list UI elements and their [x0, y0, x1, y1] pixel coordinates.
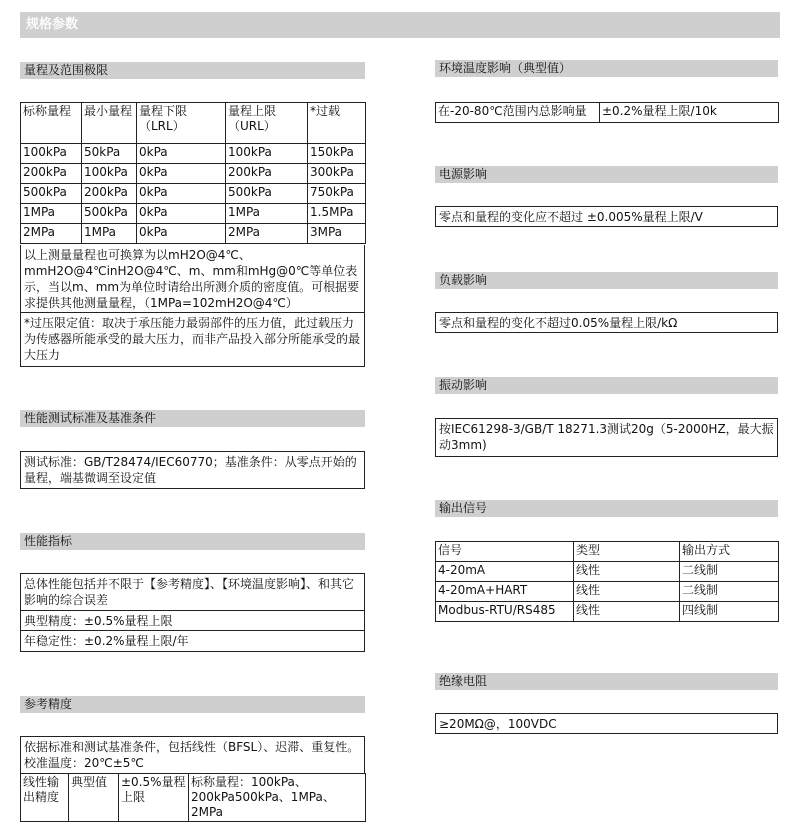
table-cell: 100kPa — [21, 144, 82, 164]
output-table — [435, 541, 779, 622]
table-cell: 3MPa — [308, 224, 366, 244]
table-cell: 100kPa — [226, 144, 308, 164]
table-cell: 线性 — [574, 602, 680, 622]
standard-text: 测试标准：GB/T28474/IEC60770；基准条件：从零点开始的量程，端基微调至设定值 — [20, 451, 365, 489]
power-section-title: 电源影响 — [435, 166, 778, 183]
performance-typical-accuracy: 典型精度：±0.5%量程上限 — [20, 610, 365, 631]
table-cell: 50kPa — [82, 144, 137, 164]
table-cell: 0kPa — [137, 164, 226, 184]
table-row — [436, 103, 779, 123]
output-header-mode: 输出方式 — [680, 542, 779, 562]
output-header-type: 类型 — [574, 542, 680, 562]
table-row — [21, 204, 366, 224]
range-section-title: 量程及范围极限 — [20, 62, 365, 79]
table-cell: 2MPa — [226, 224, 308, 244]
table-cell: 200kPa — [21, 164, 82, 184]
table-row — [21, 184, 366, 204]
accuracy-description: 依据标准和测试基准条件，包括线性（BFSL）、迟滞、重复性。校准温度：20℃±5℃ — [20, 736, 365, 774]
overload-note: *过压限定值：取决于承压能力最弱部件的压力值，此过载压力为传感器所能承受的最大压力，而非产品投入部分所能承受的最大压力 — [20, 313, 365, 367]
performance-overall: 总体性能包括并不限于【参考精度】、【环境温度影响】、和其它影响的综合误差 — [20, 573, 365, 611]
range-unit-note: 以上测量量程也可换算为以mH2O@4℃、mmH2O@4℃inH2O@4℃、m、mm和mHg@0℃等单位表示，当以m、mm为单位时请给出所测介质的密度值。可根据要求提供其他测量量程，（1MPa=102mH2O@4℃） — [20, 245, 365, 313]
range-table-header — [21, 103, 366, 144]
load-text: 零点和量程的变化不超过0.05%量程上限/kΩ — [435, 312, 778, 333]
output-table-header — [436, 542, 779, 562]
table-cell: 4-20mA+HART — [436, 582, 574, 602]
table-row — [21, 774, 366, 822]
table-cell: 1MPa — [82, 224, 137, 244]
power-text: 零点和量程的变化应不超过 ±0.005%量程上限/V — [435, 206, 778, 227]
table-cell: 0kPa — [137, 204, 226, 224]
performance-annual-stability: 年稳定性：±0.2%量程上限/年 — [20, 630, 365, 652]
ambient-value: ±0.2%量程上限/10k — [600, 103, 779, 123]
table-cell: 150kPa — [308, 144, 366, 164]
table-cell: 2MPa — [21, 224, 82, 244]
accuracy-table — [20, 773, 366, 822]
table-cell: 100kPa — [82, 164, 137, 184]
vibration-text: 按IEC61298-3/GB/T 18271.3测试20g（5-2000HZ，最大振动3mm) — [435, 418, 778, 457]
table-cell: 0kPa — [137, 224, 226, 244]
table-cell: 二线制 — [680, 562, 779, 582]
table-cell: 200kPa — [82, 184, 137, 204]
ambient-table — [435, 102, 779, 123]
table-cell: 200kPa — [226, 164, 308, 184]
table-cell: 线性 — [574, 562, 680, 582]
page-title: 规格参数 — [20, 12, 780, 38]
table-cell: 1MPa — [226, 204, 308, 224]
range-header-overload: *过载 — [308, 103, 366, 144]
table-row — [436, 562, 779, 582]
table-row — [21, 144, 366, 164]
standard-section-title: 性能测试标准及基准条件 — [20, 410, 365, 427]
table-cell: Modbus-RTU/RS485 — [436, 602, 574, 622]
table-cell: 4-20mA — [436, 562, 574, 582]
performance-section-title: 性能指标 — [20, 533, 365, 550]
accuracy-nominal-ranges: 标称量程：100kPa、200kPa500kPa、1MPa、2MPa — [189, 774, 366, 822]
table-cell: 四线制 — [680, 602, 779, 622]
accuracy-typical-label: 典型值 — [69, 774, 119, 822]
table-row — [21, 224, 366, 244]
insulation-section-title: 绝缘电阻 — [435, 673, 778, 690]
table-row — [436, 582, 779, 602]
range-header-url: 量程上限（URL） — [226, 103, 308, 144]
ambient-label: 在-20-80℃范围内总影响量 — [436, 103, 600, 123]
table-cell: 750kPa — [308, 184, 366, 204]
accuracy-section-title: 参考精度 — [20, 696, 365, 713]
accuracy-value: ±0.5%量程上限 — [119, 774, 189, 822]
range-header-lrl: 量程下限（LRL） — [137, 103, 226, 144]
range-table — [20, 102, 366, 244]
insulation-text: ≥20MΩ@，100VDC — [435, 713, 778, 734]
range-header-nominal: 标称量程 — [21, 103, 82, 144]
table-cell: 二线制 — [680, 582, 779, 602]
table-cell: 线性 — [574, 582, 680, 602]
table-cell: 500kPa — [226, 184, 308, 204]
range-header-min: 最小量程 — [82, 103, 137, 144]
load-section-title: 负载影响 — [435, 272, 778, 289]
table-cell: 1MPa — [21, 204, 82, 224]
table-row — [21, 164, 366, 184]
table-cell: 0kPa — [137, 144, 226, 164]
table-cell: 500kPa — [82, 204, 137, 224]
table-cell: 500kPa — [21, 184, 82, 204]
accuracy-linear-label: 线性输出精度 — [21, 774, 69, 822]
table-cell: 0kPa — [137, 184, 226, 204]
table-cell: 300kPa — [308, 164, 366, 184]
output-section-title: 输出信号 — [435, 500, 778, 517]
table-cell: 1.5MPa — [308, 204, 366, 224]
output-header-signal: 信号 — [436, 542, 574, 562]
table-row — [436, 602, 779, 622]
vibration-section-title: 振动影响 — [435, 377, 778, 394]
ambient-section-title: 环境温度影响（典型值） — [435, 60, 778, 77]
